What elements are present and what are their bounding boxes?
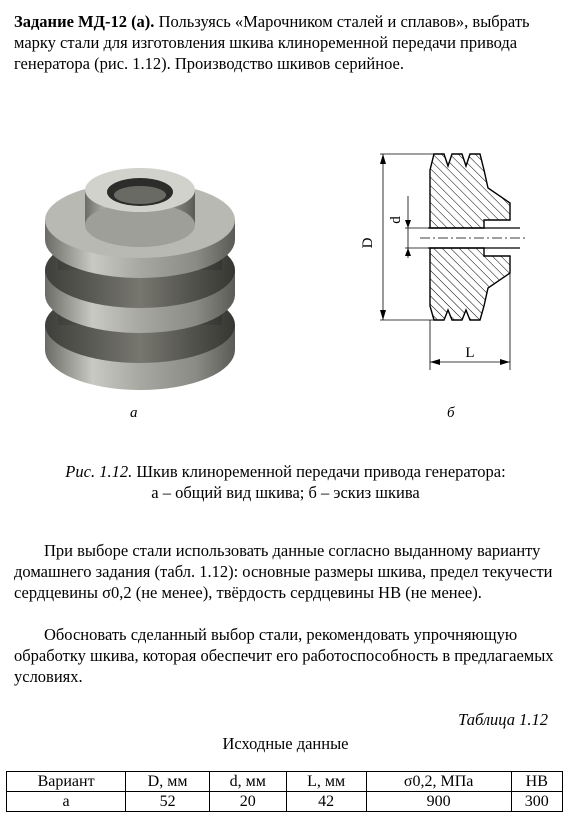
- dimension-D-label: D: [360, 237, 376, 249]
- table-row: [7, 792, 563, 812]
- header-cell: D, мм: [126, 772, 210, 792]
- paragraph-1: При выборе стали использовать данные согласно выданному варианту домашнего задания (табл. 1.12): основные размеры шкива, предел текучести сердцевины σ0,2 (не менее), твёрдость сердцевины HB (не менее).: [14, 541, 553, 602]
- dimension-d-label: d: [388, 216, 404, 224]
- task-statement: [14, 11, 562, 74]
- header-cell: HB: [511, 772, 562, 792]
- figure-label-b: б: [447, 405, 455, 421]
- figure-caption: [0, 461, 571, 503]
- figure-label-a: а: [130, 405, 138, 421]
- header-cell: σ0,2, МПа: [366, 772, 511, 792]
- caption-line2: а – общий вид шкива; б – эскиз шкива: [151, 483, 420, 502]
- task-text: Пользуясь «Марочником сталей и сплавов», выбрать марку стали для изготовления шкива клиноременной передачи привода генератора (рис. 1.12). Производство шкивов серийное.: [14, 12, 530, 73]
- caption-line1: Шкив клиноременной передачи привода генератора:: [132, 462, 506, 481]
- table-cell: 52: [126, 792, 210, 812]
- paragraph-2: Обосновать сделанный выбор стали, рекомендовать упрочняющую обработку шкива, которая обеспечит его работоспособность в предлагаемых условиях.: [14, 625, 554, 686]
- table-cell: 42: [286, 792, 366, 812]
- header-cell: d, мм: [210, 772, 287, 792]
- pulley-photo: [40, 165, 240, 400]
- table-cell: 20: [210, 792, 287, 812]
- table-title: Исходные данные: [222, 734, 349, 753]
- table-cell: 300: [511, 792, 562, 812]
- header-cell: Вариант: [7, 772, 126, 792]
- table-caption: Таблица 1.12: [458, 710, 548, 729]
- pulley-sketch: [350, 148, 540, 373]
- task-title: Задание МД-12 (а).: [14, 12, 155, 31]
- header-cell: L, мм: [286, 772, 366, 792]
- caption-ref: Рис. 1.12.: [65, 462, 133, 481]
- data-table: [6, 771, 563, 812]
- table-header-row: [7, 772, 563, 792]
- dimension-L-label: L: [465, 345, 475, 361]
- table-cell: а: [7, 792, 126, 812]
- table-cell: 900: [366, 792, 511, 812]
